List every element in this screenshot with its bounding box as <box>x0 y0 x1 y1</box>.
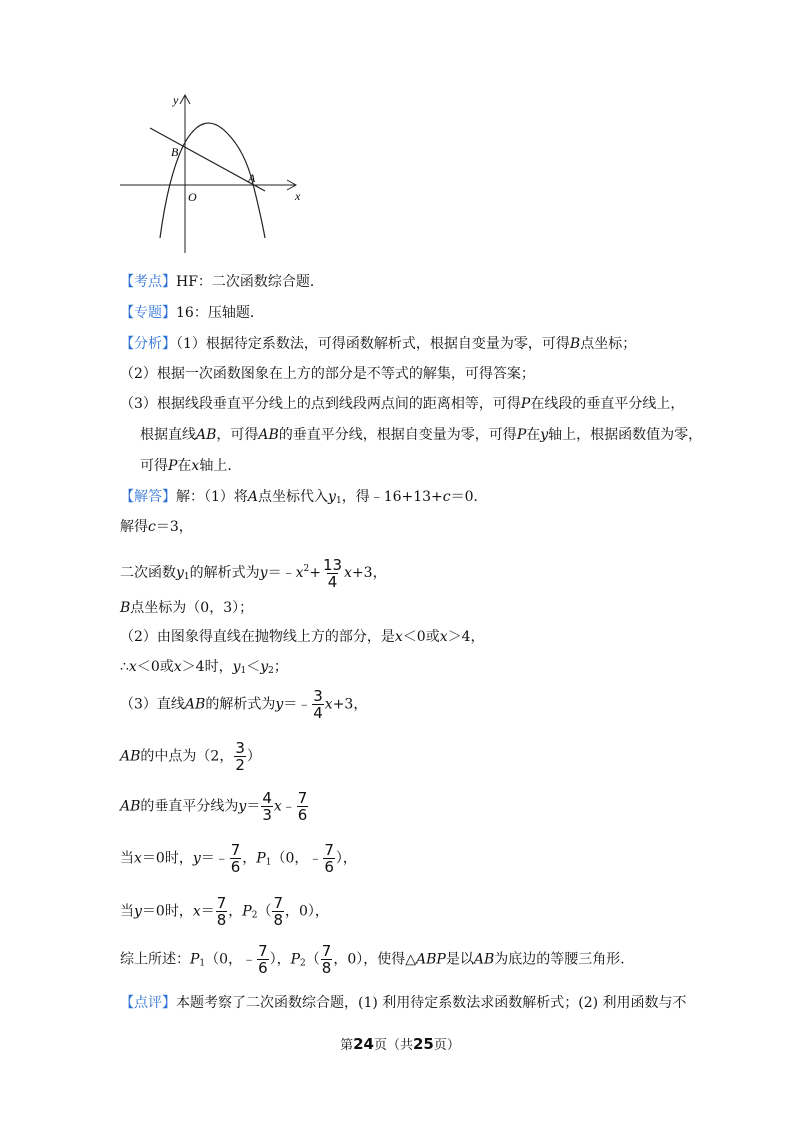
var-x: x <box>439 629 448 645</box>
denominator: 8 <box>216 911 227 929</box>
var-y: y <box>176 565 184 581</box>
var-x: x <box>191 458 200 474</box>
fenxi-text-3a: （3）根据线段垂直平分线上的点到线段两点间的距离相等，可得 <box>120 396 521 412</box>
dianping-text: 本题考察了二次函数综合题，(1) 利用待定系数法求函数解析式；(2) 利用函数与不 <box>176 995 687 1011</box>
page-number: 24 <box>353 1035 374 1053</box>
point-b-label: B <box>171 145 179 159</box>
kaodian-text: HF：二次函数综合题． <box>176 274 324 290</box>
jieda-text: 点坐标为（0，3）； <box>130 600 254 616</box>
fenxi-line-2 <box>120 364 535 384</box>
jieda-text: （0，﹣ <box>271 850 323 867</box>
denominator: 2 <box>235 756 245 774</box>
function-graph <box>115 88 315 258</box>
jieda-text: ＝﹣ <box>200 850 229 867</box>
var-y: y <box>134 903 142 920</box>
jieda-text: ＝0． <box>450 489 488 505</box>
subscript: 1 <box>183 572 190 582</box>
jieda-text: ＝﹣ <box>283 696 312 713</box>
jieda-text: ＞4时， <box>181 659 233 675</box>
numerator: 7 <box>258 942 268 960</box>
denominator: 4 <box>327 572 338 591</box>
numerator: 7 <box>297 789 308 807</box>
denominator: 6 <box>297 806 308 824</box>
total-pages: 25 <box>413 1035 434 1053</box>
footer-text: 页） <box>433 1038 460 1053</box>
page-footer <box>0 1034 800 1053</box>
fenxi-text-5c: 轴上． <box>199 458 242 474</box>
numerator: 7 <box>273 894 283 912</box>
point-a-label: A <box>248 171 256 185</box>
plus-sign: + <box>309 565 321 581</box>
jieda-text: ＜0或 <box>402 629 440 645</box>
var-y: y <box>232 659 241 675</box>
var-x: x <box>173 659 182 675</box>
jieda-line-2 <box>120 517 193 537</box>
var-y: y <box>238 798 247 815</box>
numerator: 3 <box>313 687 323 705</box>
var-y: y <box>275 696 284 713</box>
denominator: 4 <box>313 704 323 722</box>
fraction-7-8 <box>272 895 284 928</box>
subscript: 2 <box>251 910 258 921</box>
jieda-text: ＝﹣ <box>267 565 296 581</box>
var-b: B <box>569 336 581 352</box>
jieda-text: （2）由图象得直线在抛物线上方的部分，是 <box>120 629 395 645</box>
superscript: 2 <box>303 564 310 574</box>
fenxi-line-1 <box>120 334 636 354</box>
var-p: P <box>190 951 200 968</box>
var-x: x <box>192 903 201 920</box>
jieda-text: ， <box>242 850 257 867</box>
jieda-text: 解：（1）将 <box>176 489 248 505</box>
less-than-sign: ＜ <box>246 659 261 675</box>
var-p: P <box>256 850 266 867</box>
jieda-text: +3， <box>351 565 387 581</box>
var-a: A <box>247 489 259 505</box>
jieda-text: 点坐标代入 <box>258 489 329 505</box>
dianping-tag: 【点评】 <box>120 995 176 1011</box>
var-ab: AB <box>196 427 217 443</box>
jieda-text: 综上所述： <box>120 951 190 968</box>
jieda-text: ＝0时， <box>141 850 193 867</box>
jieda-text: 是以 <box>445 951 474 968</box>
fenxi-text-4d: 在 <box>526 427 541 443</box>
jieda-text: 的解析式为 <box>205 696 276 713</box>
denominator: 6 <box>324 858 334 876</box>
footer-text: 第 <box>340 1038 354 1053</box>
jieda-text: 二次函数 <box>120 565 176 581</box>
fenxi-line-4 <box>140 425 702 445</box>
jieda-text: ＝ <box>200 903 215 920</box>
var-p: P <box>168 458 178 474</box>
var-ab: AB <box>258 427 279 443</box>
therefore-sign: ∴ <box>120 659 129 675</box>
fraction-7-6 <box>297 790 309 823</box>
jieda-text: 的解析式为 <box>189 565 260 581</box>
var-y: y <box>260 659 269 675</box>
var-ab: AB <box>473 951 495 968</box>
var-ab: AB <box>120 798 141 815</box>
var-p: P <box>290 951 301 968</box>
jieda-text: ，0）， <box>285 903 329 920</box>
var-y: y <box>540 427 549 443</box>
origin-label: O <box>188 190 197 204</box>
fenxi-text-5a: 可得 <box>140 458 168 474</box>
jieda-line-9 <box>120 790 309 823</box>
kaodian-line <box>120 272 324 292</box>
jieda-text: 的垂直平分线为 <box>140 798 239 815</box>
x-axis-label: x <box>295 189 301 203</box>
jieda-text: ＜0或 <box>136 659 174 675</box>
fenxi-text-4b: ，可得 <box>216 427 259 443</box>
footer-text: 页（共 <box>373 1038 413 1053</box>
jieda-text: +3， <box>332 696 368 713</box>
numerator: 4 <box>262 789 272 807</box>
var-x: x <box>324 696 333 713</box>
var-x: x <box>394 629 403 645</box>
jieda-text: ）， <box>335 850 357 867</box>
fenxi-text-1-end: 点坐标； <box>580 336 637 352</box>
numerator: 13 <box>322 555 343 574</box>
jieda-text: ，0），使得△ <box>333 951 417 968</box>
denominator: 6 <box>230 858 241 876</box>
fraction-7-6 <box>230 842 242 875</box>
subscript: 1 <box>265 857 272 868</box>
fenxi-line-5 <box>140 456 241 476</box>
denominator: 8 <box>273 911 283 929</box>
jieda-line-11 <box>120 895 329 932</box>
var-ab: AB <box>184 696 206 713</box>
numerator: 7 <box>321 942 332 960</box>
var-abp: ABP <box>416 951 446 968</box>
jieda-line-4 <box>120 598 253 618</box>
numerator: 7 <box>216 894 227 912</box>
fraction-13-4 <box>322 557 343 590</box>
fenxi-line-3 <box>120 394 684 414</box>
fraction-7-8 <box>216 895 228 928</box>
jieda-text: （0，﹣ <box>205 951 257 968</box>
fenxi-text-4c: 的垂直平分线，根据自变量为零，可得 <box>278 427 517 443</box>
denominator: 6 <box>258 959 268 977</box>
var-x: x <box>295 565 304 581</box>
fenxi-text-3b: 在线段的垂直平分线上， <box>530 396 685 412</box>
jieda-text: （ <box>257 903 272 920</box>
jieda-text: （ <box>305 951 320 968</box>
jieda-text: ， <box>228 903 243 920</box>
var-c: c <box>442 489 451 505</box>
var-b: B <box>120 600 131 616</box>
numerator: 3 <box>235 739 245 757</box>
zhuanti-tag: 【专题】 <box>120 305 176 321</box>
fenxi-tag: 【分析】 <box>120 336 176 352</box>
fraction-7-8 <box>321 943 333 976</box>
jieda-line-7 <box>120 688 367 721</box>
fraction-3-2 <box>234 740 246 773</box>
jieda-text: 当 <box>120 850 134 867</box>
jieda-text: ＞4， <box>447 629 485 645</box>
fenxi-text-4e: 轴上，根据函数值为零， <box>548 427 703 443</box>
jieda-text: ）， <box>269 951 291 968</box>
jieda-line-8 <box>120 740 261 773</box>
var-x: x <box>128 659 137 675</box>
var-p: P <box>516 427 527 443</box>
jieda-text: 的中点为（2， <box>140 748 234 765</box>
jieda-line-10 <box>120 842 357 879</box>
equals-sign: ＝ <box>246 798 261 815</box>
dianping-line <box>120 993 687 1013</box>
var-x: x <box>273 798 282 815</box>
jieda-line-5 <box>120 627 485 647</box>
var-x: x <box>134 850 142 867</box>
var-p: P <box>520 396 531 412</box>
subscript: 2 <box>268 666 274 676</box>
jieda-text: 为底边的等腰三角形． <box>494 951 635 968</box>
fenxi-text-2: （2）根据一次函数图象在上方的部分是不等式的解集，可得答案； <box>120 366 535 382</box>
zhuanti-text: 16：压轴题． <box>176 305 264 321</box>
var-ab: AB <box>120 748 141 765</box>
fenxi-text-1: （1）根据待定系数法，可得函数解析式，根据自变量为零，可得 <box>176 336 570 352</box>
zhuanti-line <box>120 303 264 323</box>
subscript: 1 <box>335 496 342 506</box>
jieda-text: ，得﹣16+13+ <box>341 489 443 505</box>
numerator: 7 <box>324 841 334 859</box>
fraction-7-6 <box>257 943 269 976</box>
jieda-text: ＝3， <box>155 519 193 535</box>
jieda-text: ＝0时， <box>141 903 193 920</box>
subscript: 1 <box>199 958 206 969</box>
jieda-line-1 <box>120 487 488 511</box>
jieda-line-12 <box>120 943 634 980</box>
minus-sign: ﹣ <box>281 798 296 815</box>
subscript: 1 <box>240 666 247 676</box>
denominator: 8 <box>321 959 332 977</box>
jieda-line-6 <box>120 657 288 681</box>
var-y: y <box>192 850 201 867</box>
fraction-3-4 <box>312 688 324 721</box>
jieda-line-3 <box>120 553 387 593</box>
jieda-text: ） <box>246 748 261 765</box>
var-y: y <box>259 565 268 581</box>
jieda-text: （3）直线 <box>120 696 185 713</box>
fraction-7-6 <box>323 842 335 875</box>
fraction-4-3 <box>261 790 273 823</box>
fenxi-text-4a: 根据直线 <box>140 427 196 443</box>
var-c: c <box>148 519 156 535</box>
numerator: 7 <box>230 841 241 859</box>
jieda-text: ； <box>273 659 288 675</box>
kaodian-tag: 【考点】 <box>120 274 176 290</box>
jieda-tag: 【解答】 <box>120 489 176 505</box>
jieda-text: 当 <box>120 903 134 920</box>
var-p: P <box>242 903 252 920</box>
jieda-text: 解得 <box>120 519 148 535</box>
fenxi-text-5b: 在 <box>177 458 192 474</box>
denominator: 3 <box>262 806 272 824</box>
subscript: 2 <box>300 958 306 969</box>
var-x: x <box>344 565 352 581</box>
var-y: y <box>328 489 336 505</box>
y-axis-label: y <box>173 93 179 107</box>
